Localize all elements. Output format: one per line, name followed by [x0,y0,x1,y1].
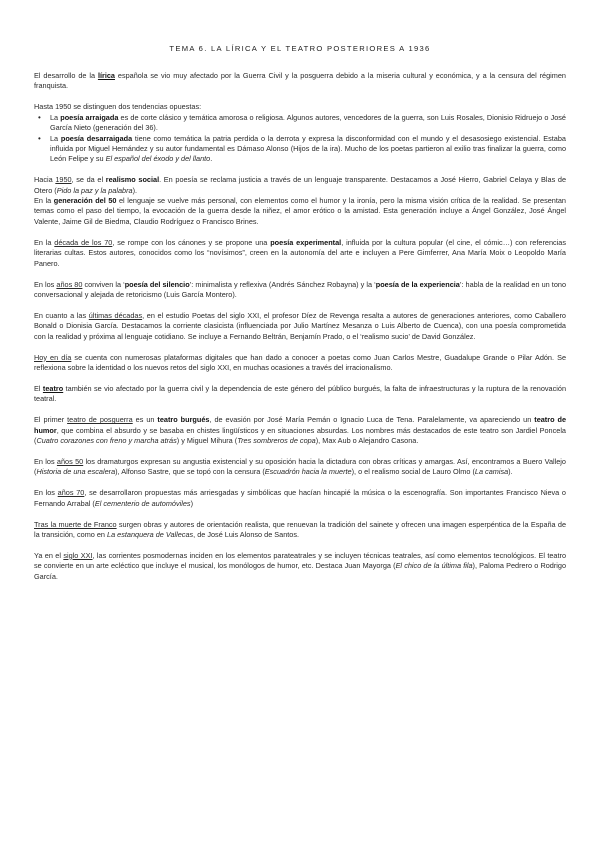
page-title: TEMA 6. LA LÍRICA Y EL TEATRO POSTERIORES A 1936 [169,44,431,53]
paragraph-decada-70: En la década de los 70, se rompe con los cánones y se propone una poesía experimental, influida por la cultura popular (el cine, el cómic…) con referencias literarias cultas. Estos autores, conocidos como los “novísimos”, creen en la autonomía del arte e incluyen a Pere Gimferrer, Ana María Moix o Leopoldo María Panero. [34,237,566,268]
paragraph-generacion-50: En la generación del 50 el lenguaje se vuelve más personal, con elementos como el humor y la ironía, pero la misma visión crítica de la realidad. Se presentan temas como el paso del tiempo, la evocación de la guerra desde la niñez, el amor erótico o la amistad. Esta generación incluye a Ángel González, José Ángel Valente, Jaime Gil de Biedma, Claudio Rodríguez o Francisco Brines. [34,196,566,226]
list-item: • La poesía desarraigada tiene como temática la patria perdida o la derrota y expresa la disconformidad con el mundo y el desasosiego existencial. Estaba influida por Miguel Hernández y su autor fundamental es Dámaso Alonso (Hijos de la ira). Mucho de los poetas partieron al exilio tras finalizar la guerra, como León Felipe y su El español del éxodo y del llanto. [34,134,566,165]
paragraph-tendencias: Hasta 1950 se distinguen dos tendencias opuestas: [34,102,202,112]
paragraph-siglo-xxi: Ya en el siglo XXI, las corrientes posmodernas inciden en los elementos parateatrales y se incluyen técnicas teatrales, así como elementos tecnológicos. El teatro se convierte en un arte ecléctico que incluye el musical, los monólogos de humor, etc. Destaca Juan Mayorga (El chico de la última fila), Paloma Pedrero o Rodrigo García. [34,550,567,581]
paragraph-teatro-intro: El teatro también se vio afectado por la guerra civil y la dependencia de este género del público burgués, la falta de infraestructuras y la ruptura de la renovación teatral. [34,383,567,404]
list-item: • La poesía arraigada es de corte clásico y temática amorosa o religiosa. Algunos autores, vencedores de la guerra, son Luis Rosales, Dionisio Ridruejo o José García Nieto (generación del 36). [34,113,566,134]
paragraph-ultimas-decadas: En cuanto a las últimas décadas, en el estudio Poetas del siglo XXI, el profesor Díez de Revenga resalta a autores de generaciones anteriores, como Caballero Bonald o Dionisia García. Destacamos la corriente clasicista (influenciada por Julio Martínez Mesanza o Luis Alberto de Cuenca), con una poesía comprometida con la realidad y próxima al lenguaje cotidiano. Se incluye a Fernando Beltrán, Benjamín Prado, o el ‘realismo sucio’ de David González. [34,310,566,341]
paragraph-teatro-50: En los años 50 los dramaturgos expresan su angustia existencial y su oposición hacia la dictadura con obras críticas y amargas. Así, encontramos a Buero Vallejo (Historia de una escalera), Alfonso Sastre, que se topó con la censura (Escuadrón hacia la muerte), o el realismo social de Lauro Olmo (La camisa). [34,456,566,477]
paragraph-teatro-70: En los años 70, se desarrollaron propuestas más arriesgadas y simbólicas que hacían hincapié la música o la escenografía. Son importantes Francisco Nieva o Fernando Arrabal (El cementerio de automóviles) [34,488,566,508]
document-page [34,44,566,582]
paragraph-realismo-social: Hacia 1950, se da el realismo social. En poesía se reclama justicia a través de un lenguaje transparente. Destacamos a José Hierro, Gabriel Celaya y Blas de Otero (Pido la paz y la palabra). [34,175,567,195]
paragraph-lirica-intro: El desarrollo de la lírica española se vio muy afectado por la Guerra Civil y la posguerra debido a la miseria cultural y económica, y a la censura del régimen franquista. [34,71,566,91]
paragraph-hoy-en-dia: Hoy en día se cuenta con numerosas plataformas digitales que han dado a conocer a poetas como Juan Carlos Mestre, Guadalupe Grande o Pilar Adón. Se reflexiona sobre la identidad o los nuevos retos del siglo XXI, en muchas ocasiones a través del irracionalismo. [34,352,566,372]
paragraph-muerte-franco: Tras la muerte de Franco surgen obras y autores de orientación realista, que renuevan la tradición del sainete y ofrecen una imagen esperpéntica de la España de la transición, como en La estanquera de Vallecas, de José Luis Alonso de Santos. [34,519,566,539]
tendencias-list [34,113,566,165]
paragraph-teatro-posguerra: El primer teatro de posguerra es un teatro burgués, de evasión por José María Pemán o Ignacio Luca de Tena. Paralelamente, va apareciendo un teatro de humor, que combina el absurdo y se basaba en chistes lingüísticos y en situaciones absurdas. Los nombres más destacados de este teatro son Jardiel Poncela (Cuatro corazones con freno y marcha atrás) y Miguel Mihura (Tres sombreros de copa), Max Aub o Alejandro Casona. [34,415,567,445]
paragraph-anos-80: En los años 80 conviven la ‘poesía del silencio’: minimalista y reflexiva (Andrés Sánchez Robayna) y la ‘poesía de la experiencia’: habla de la realidad en un tono conversacional y alejada de retoricismo (Luis García Montero). [34,279,566,299]
